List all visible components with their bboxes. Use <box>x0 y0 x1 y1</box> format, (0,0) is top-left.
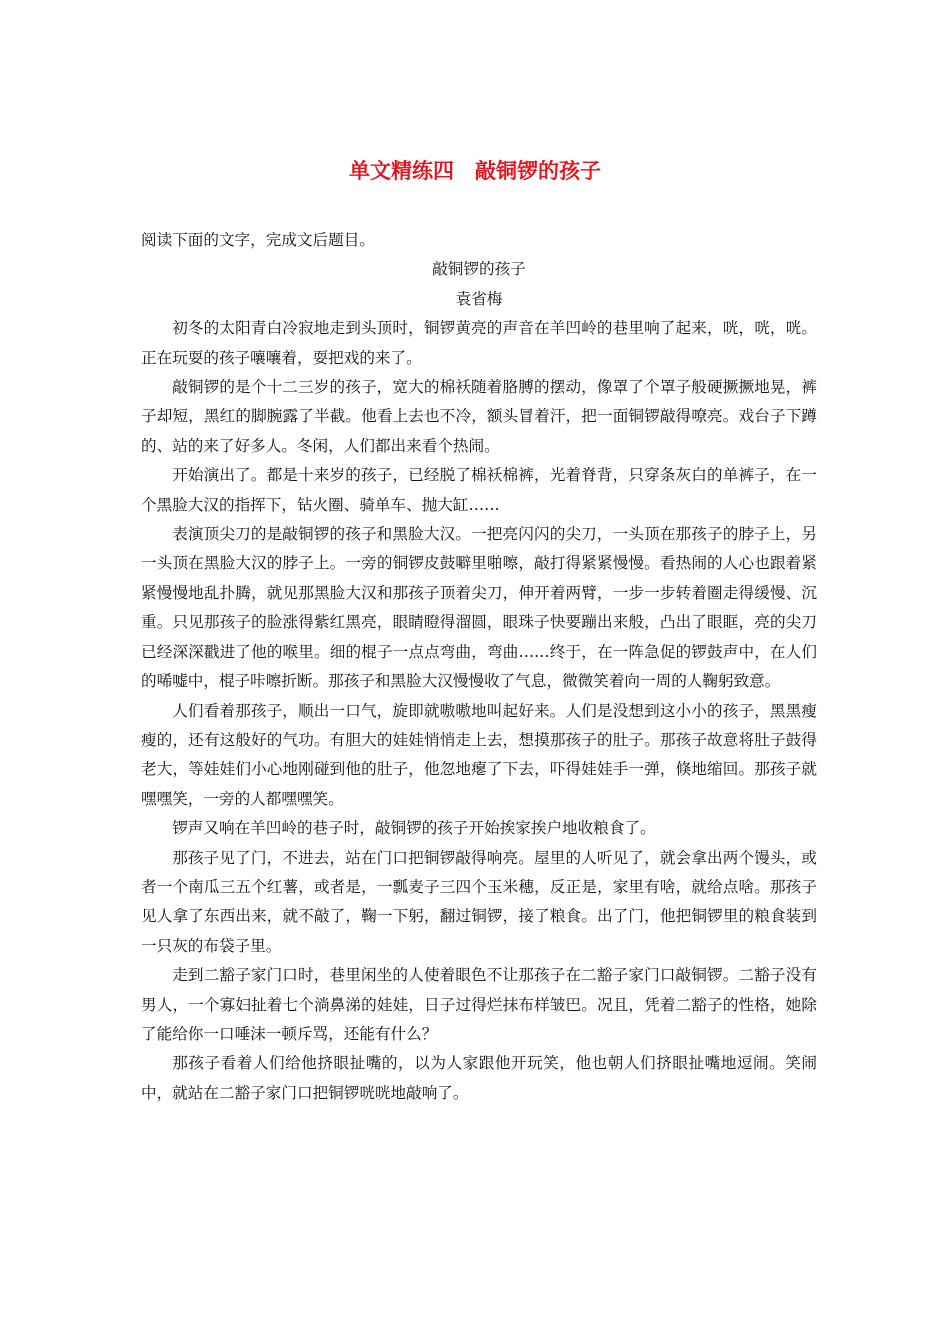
document-body <box>141 226 817 1108</box>
paragraph: 走到二豁子家门口时，巷里闲坐的人使着眼色不让那孩子在二豁子家门口敲铜锣。二豁子没有男人，一个寡妇扯着七个淌鼻涕的娃娃，日子过得烂抹布样皱巴。况且，凭着二豁子的性格，她除了能给你一口唾沫一顿斥骂，还能有什么？ <box>141 966 817 1043</box>
paragraph: 表演顶尖刀的是敲铜锣的孩子和黑脸大汉。一把亮闪闪的尖刀，一头顶在那孩子的脖子上，另一头顶在黑脸大汉的脖子上。一旁的铜锣皮鼓噼里啪嚓，敲打得紧紧慢慢。看热闹的人心也跟着紧紧慢慢地乱扑腾，就见那黑脸大汉和那孩子顶着尖刀，伸开着两臂，一步一步转着圈走得缓慢、沉重。只见那孩子的脸涨得紫红黑亮，眼睛瞪得溜圆，眼珠子快要蹦出来般，凸出了眼眶，亮的尖刀已经深深戳进了他的喉里。细的棍子一点点弯曲，弯曲……终于，在一阵急促的锣鼓声中，在人们的唏嘘中，棍子咔嚓折断。那孩子和黑脸大汉慢慢收了气息，微微笑着向一周的人鞠躬致意。 <box>141 525 817 691</box>
instruction-text: 阅读下面的文字，完成文后题目。 <box>141 231 375 249</box>
paragraph: 那孩子看着人们给他挤眼扯嘴的，以为人家跟他开玩笑，他也朝人们挤眼扯嘴地逗闹。笑闹中，就站在二豁子家门口把铜锣咣咣地敲响了。 <box>141 1054 817 1102</box>
paragraph: 锣声又响在羊凹岭的巷子时，敲铜锣的孩子开始挨家挨户地收粮食了。 <box>172 819 656 838</box>
paragraph: 人们看着那孩子，顺出一口气，旋即就嗷嗷地叫起好来。人们是没想到这小小的孩子，黑黑瘦瘦的，还有这般好的气功。有胆大的娃娃悄悄走上去，想摸那孩子的肚子。那孩子故意将肚子鼓得老大，等娃娃们小心地刚碰到他的肚子，他忽地瘪了下去，吓得娃娃手一弹，倏地缩回。那孩子就嘿嘿笑，一旁的人都嘿嘿笑。 <box>141 701 817 808</box>
paragraph: 开始演出了。都是十来岁的孩子，已经脱了棉袄棉裤，光着脊背，只穿条灰白的单裤子，在一个黑脸大汉的指挥下，钻火圈、骑单车、抛大缸…… <box>141 466 817 514</box>
story-title: 敲铜锣的孩子 <box>432 260 526 279</box>
paragraph: 那孩子见了门，不进去，站在门口把铜锣敲得响亮。屋里的人听见了，就会拿出两个馒头，或者一个南瓜三五个红薯，或者是，一瓢麦子三四个玉米穗，反正是，家里有啥，就给点啥。那孩子见人拿了东西出来，就不敲了，鞠一下躬，翻过铜锣，接了粮食。出了门，他把铜锣里的粮食装到一只灰的布袋子里。 <box>141 848 817 955</box>
story-author: 袁省梅 <box>455 289 503 308</box>
paragraph: 初冬的太阳青白冷寂地走到头顶时，铜锣黄亮的声音在羊凹岭的巷里响了起来，咣，咣，咣。正在玩耍的孩子嚷嚷着，耍把戏的来了。 <box>141 319 817 367</box>
page-title: 单文精练四 敲铜锣的孩子 <box>349 159 601 183</box>
paragraph: 敲铜锣的是个十二三岁的孩子，宽大的棉袄随着胳膊的摆动，像罩了个罩子般硬撅撅地晃，裤子却短，黑红的脚腕露了半截。他看上去也不冷，额头冒着汗，把一面铜锣敲得嘹亮。戏台子下蹲的、站的来了好多人。冬闲，人们都出来看个热闹。 <box>141 378 817 455</box>
